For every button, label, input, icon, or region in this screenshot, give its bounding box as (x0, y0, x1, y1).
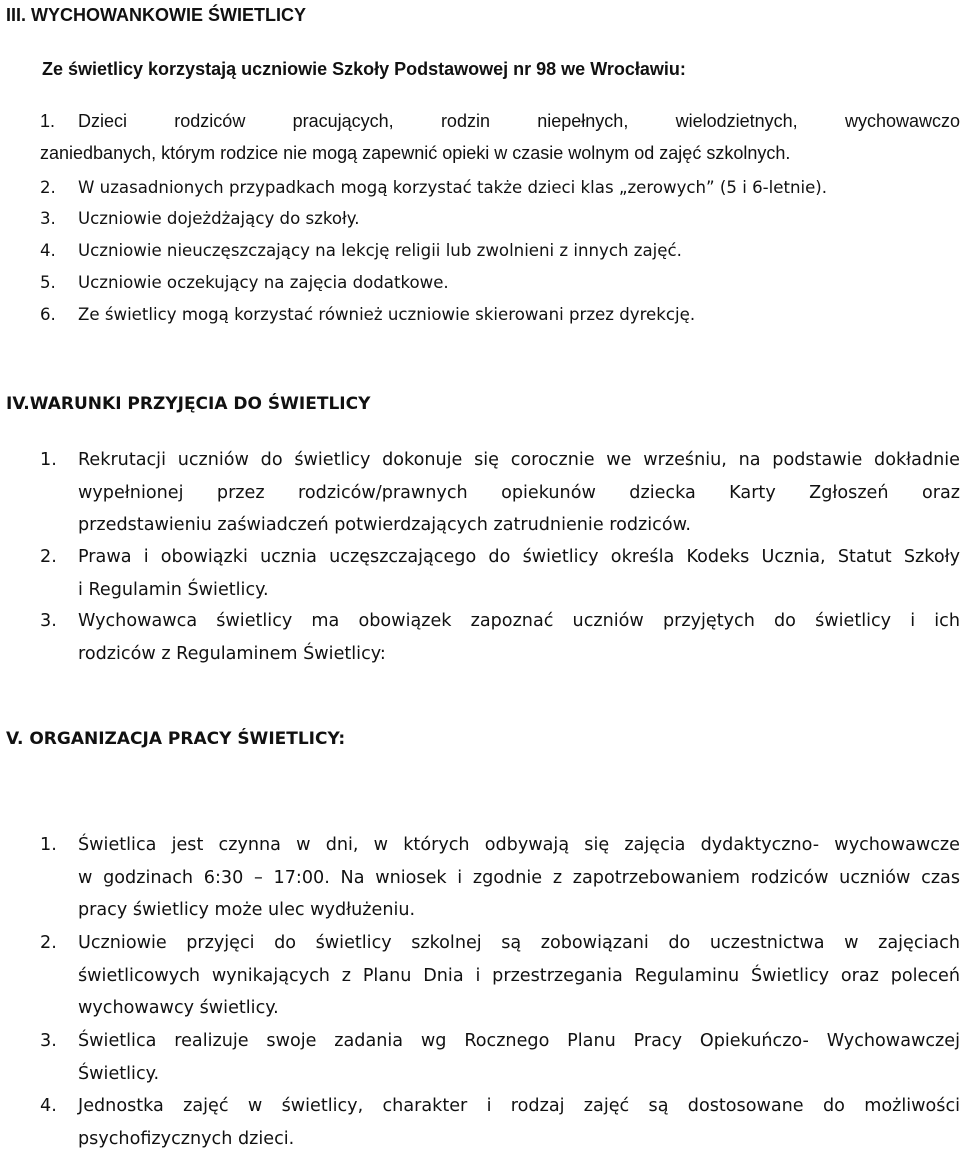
item-line: Ze świetlicy mogą korzystać również uczniowie skierowani przez dyrekcję. (78, 299, 960, 331)
list-item (40, 203, 960, 235)
list-item (40, 829, 960, 927)
item-line: Uczniowie przyjęci do świetlicy szkolnej są zobowiązani do uczestnictwa w zajęciach (78, 927, 960, 960)
item-line: Rekrutacji uczniów do świetlicy dokonuje się corocznie we wrześniu, na podstawie dokładnie (78, 444, 960, 477)
item-number: 3. (40, 605, 57, 638)
item-line: przedstawieniu zaświadczeń potwierdzających zatrudnienie rodziców. (78, 509, 960, 542)
section-heading-3: III. WYCHOWANKOWIE ŚWIETLICY (6, 3, 306, 27)
item-number: 3. (40, 1025, 57, 1058)
item-line: i Regulamin Świetlicy. (78, 574, 960, 607)
item-line: Uczniowie dojeżdżający do szkoły. (78, 203, 960, 235)
item-line: wypełnionej przez rodziców/prawnych opiekunów dziecka Karty Zgłoszeń oraz (78, 477, 960, 510)
list-item (40, 172, 960, 204)
list-item (40, 1090, 960, 1155)
list-item (40, 235, 960, 267)
item-number: 3. (40, 203, 56, 235)
section-heading-4: IV.WARUNKI PRZYJĘCIA DO ŚWIETLICY (6, 392, 370, 416)
item-number: 1. (40, 105, 55, 137)
item-line: Dzieci rodziców pracujących, rodzin niepełnych, wielodzietnych, wychowawczo (78, 105, 960, 137)
item-line: Świetlica jest czynna w dni, w których odbywają się zajęcia dydaktyczno- wychowawcze (78, 829, 960, 862)
item-line: wychowawcy świetlicy. (78, 992, 960, 1025)
item-line: pracy świetlicy może ulec wydłużeniu. (78, 894, 960, 927)
list-item (40, 605, 960, 670)
item-line: Świetlica realizuje swoje zadania wg Rocznego Planu Pracy Opiekuńczo- Wychowawczej (78, 1025, 960, 1058)
item-line: W uzasadnionych przypadkach mogą korzystać także dzieci klas „zerowych” (5 i 6-letnie). (78, 172, 960, 204)
list-item (40, 444, 960, 542)
item-line: Uczniowie nieuczęszczający na lekcję religii lub zwolnieni z innych zajęć. (78, 235, 960, 267)
item-line: świetlicowych wynikających z Planu Dnia i przestrzegania Regulaminu Świetlicy oraz poleceń (78, 960, 960, 993)
item-number: 2. (40, 172, 56, 204)
item-number: 2. (40, 927, 57, 960)
item-line: Uczniowie oczekujący na zajęcia dodatkowe. (78, 267, 960, 299)
list-item (40, 927, 960, 1025)
item-line: psychofizycznych dzieci. (78, 1123, 960, 1155)
list-item (40, 105, 960, 169)
list-item (40, 299, 960, 331)
item-line: Świetlicy. (78, 1058, 960, 1091)
list-item (40, 267, 960, 299)
item-number: 6. (40, 299, 56, 331)
item-line: Wychowawca świetlicy ma obowiązek zapoznać uczniów przyjętych do świetlicy i ich (78, 605, 960, 638)
item-line: w godzinach 6:30 – 17:00. Na wniosek i zgodnie z zapotrzebowaniem rodziców uczniów czas (78, 862, 960, 895)
list-item (40, 1025, 960, 1090)
item-line: Prawa i obowiązki ucznia uczęszczającego do świetlicy określa Kodeks Ucznia, Statut Szkoły (78, 541, 960, 574)
item-line: zaniedbanych, którym rodzice nie mogą zapewnić opieki w czasie wolnym od zajęć szkolnych. (40, 137, 960, 169)
section-intro: Ze świetlicy korzystają uczniowie Szkoły Podstawowej nr 98 we Wrocławiu: (42, 57, 686, 81)
item-number: 4. (40, 1090, 57, 1123)
item-number: 4. (40, 235, 56, 267)
section-heading-5: V. ORGANIZACJA PRACY ŚWIETLICY: (6, 727, 345, 751)
item-line: rodziców z Regulaminem Świetlicy: (78, 638, 960, 671)
item-number: 5. (40, 267, 56, 299)
list-item (40, 541, 960, 606)
item-number: 1. (40, 444, 57, 477)
item-number: 2. (40, 541, 57, 574)
item-number: 1. (40, 829, 57, 862)
item-line: Jednostka zajęć w świetlicy, charakter i rodzaj zajęć są dostosowane do możliwości (78, 1090, 960, 1123)
